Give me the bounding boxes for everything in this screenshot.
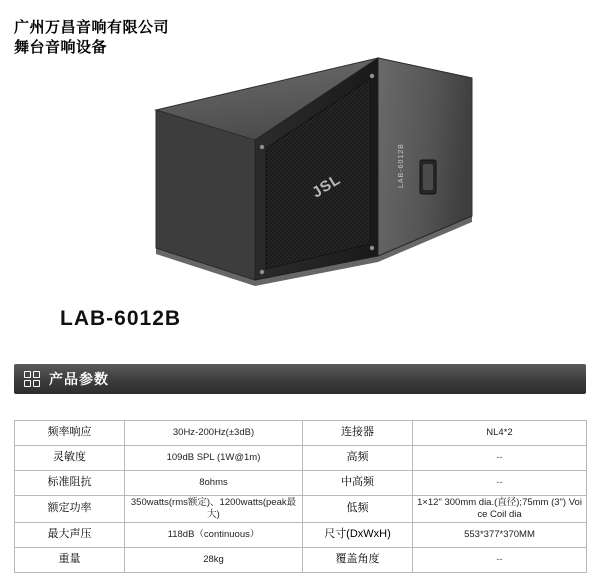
product-photo [120,48,490,288]
spec-label: 重量 [15,547,125,572]
spec-value: 28kg [125,547,303,572]
svg-text:LAB-6012B: LAB-6012B [398,143,405,188]
spec-label: 中高频 [303,471,413,496]
svg-text:JSL: JSL [309,170,344,202]
section-title: 产品参数 [49,371,109,387]
spec-label: 最大声压 [15,522,125,547]
spec-value: NL4*2 [413,421,587,446]
table-row [15,471,587,496]
spec-table [14,420,587,573]
spec-table-body [15,421,587,573]
spec-label: 高频 [303,446,413,471]
spec-label: 覆盖角度 [303,547,413,572]
section-header-product-params [14,364,586,394]
company-name: 广州万昌音响有限公司 [14,19,170,36]
spec-value: 118dB（continuous） [125,522,303,547]
spec-value: 350watts(rms额定)、1200watts(peak最大) [125,496,303,523]
company-business: 舞台音响设备 [14,39,108,57]
table-row [15,446,587,471]
spec-value: -- [413,471,587,496]
spec-value: 553*377*370MM [413,522,587,547]
table-row [15,522,587,547]
spec-value: 1×12" 300mm dia.(直径);75mm (3") Voice Coil dia [413,496,587,523]
product-model: LAB-6012B [60,307,182,330]
spec-value: 8ohms [125,471,303,496]
spec-value: -- [413,446,587,471]
spec-label: 标准阻抗 [15,471,125,496]
table-row [15,547,587,572]
spec-label: 频率响应 [15,421,125,446]
spec-value: 109dB SPL (1W@1m) [125,446,303,471]
table-row [15,496,587,523]
table-row [15,421,587,446]
spec-value: -- [413,547,587,572]
spec-label: 尺寸(DxWxH) [303,522,413,547]
spec-value: 30Hz-200Hz(±3dB) [125,421,303,446]
spec-label: 连接器 [303,421,413,446]
speaker-cabinet-illustration [120,48,490,288]
grid-icon [24,371,40,387]
spec-label: 额定功率 [15,496,125,523]
spec-label: 灵敏度 [15,446,125,471]
spec-label: 低频 [303,496,413,523]
